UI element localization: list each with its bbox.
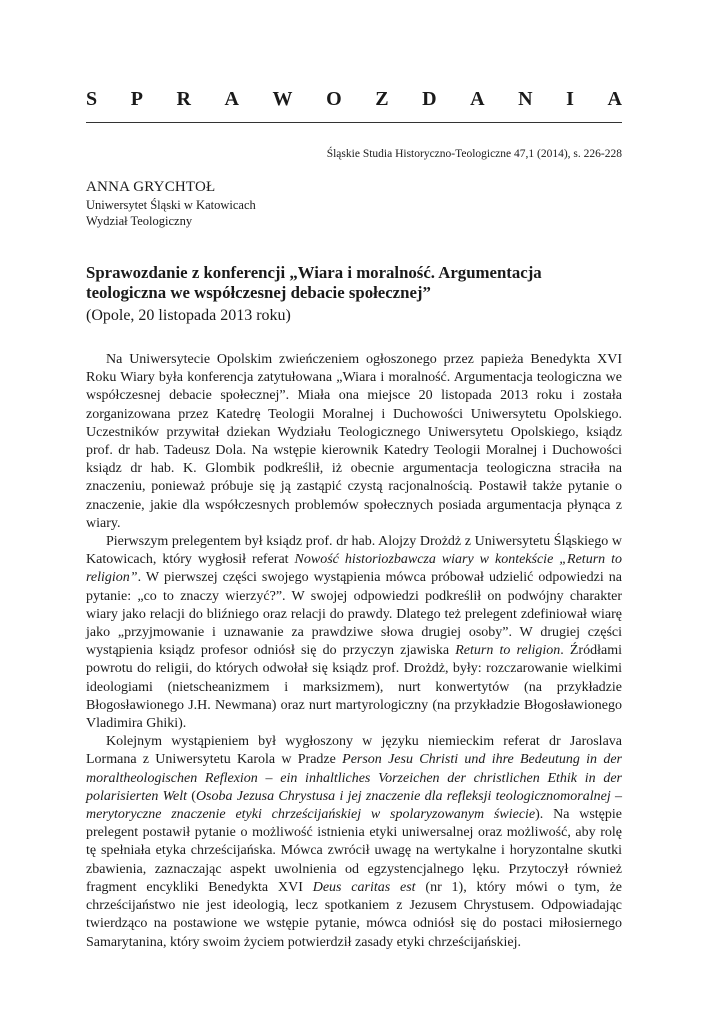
italic-title: Person Jesu Christi und ihre Bedeutung in der moraltheologischen Reflexion – ein inhaltliches Vorzeichen der christlichen Ethik in der polarisierten Welt <box>86 752 622 804</box>
section-heading-letter: Z <box>375 88 389 110</box>
section-heading-letter: R <box>176 88 191 110</box>
section-heading-letter: P <box>130 88 143 110</box>
section-heading-letter: O <box>326 88 342 110</box>
section-heading-letter: I <box>566 88 574 110</box>
article-title: Sprawozdanie z konferencji „Wiara i moralność. Argumentacja teologiczna we współczesnej debacie społecznej” <box>86 263 542 302</box>
article-title-block <box>86 263 626 326</box>
section-heading <box>86 88 622 111</box>
paragraph-text: (nr 1), który mówi o tym, że chrześcijaństwo nie jest ideologią, lecz spotkaniem z Jezusem Chrystusem. Odpowiadając twierdząco na postawione we wstępie pytanie, mówca odniósł się do postaci miłosiernego Samarytanina, który swoim życiem potwierdził zasady etyki chrześcijańskiej. <box>86 879 623 950</box>
italic-title: Nowość historiozbawcza wiary w kontekście „Return to religion” <box>86 552 622 586</box>
article-body <box>86 351 622 952</box>
section-heading-letter: D <box>422 88 437 110</box>
paragraph-text: . Źródłami powrotu do religii, do których odwołał się ksiądz prof. Drożdż, były: rozczarowanie wielkimi ideologiami (nietscheanizmem i marksizmem), nurt konwertytów (na przykładzie Błogosławionego J.H. Newmana) oraz nurt martyrologiczny (na przykładzie Błogosławionego Vladimira Ghiki). <box>86 643 622 732</box>
paragraph-text: ). Na wstępie prelegent postawił pytanie o możliwość istnienia etyki uniwersalnej oraz możliwość, aby rolę tę spełniała etyka chrześcijańska. Mówca zwrócił uwagę na wertykalne i horyzontalne skutki zbawienia, zaznaczając aspekt uwolnienia od egzystencjalnego lęku. Przytoczył również fragment encykliki Benedykta XVI <box>86 807 622 895</box>
header-rule <box>86 122 622 123</box>
author-block <box>86 178 622 229</box>
author-name: ANNA GRYCHTOŁ <box>86 179 216 195</box>
italic-term: Return to religion <box>455 643 561 659</box>
paragraph-text: Pierwszym prelegentem był ksiądz prof. dr hab. Alojzy Drożdż z Uniwersytetu Śląskiego w Katowicach, który wygłosił referat <box>86 534 622 568</box>
paragraph-3 <box>86 733 622 951</box>
section-heading-letter: S <box>86 88 98 110</box>
paragraph-1 <box>86 351 622 533</box>
section-heading-letter: A <box>607 88 622 110</box>
section-heading-letter: N <box>518 88 533 110</box>
italic-encyclical: Deus caritas est <box>312 879 416 895</box>
paragraph-text: Kolejnym wystąpieniem był wygłoszony w języku niemieckim referat dr Jaroslava Lormana z Uniwersytetu Karola w Pradze <box>86 734 622 768</box>
paragraph-text: ( <box>186 788 196 804</box>
paragraph-text: . W pierwszej części swojego wystąpienia mówca próbował udzielić odpowiedzi na pytanie: „co to znaczy wierzyć?”. W swojej odpowiedzi podkreślił on podwójny charakter wiary jako relacji do bliźniego oraz relacji do prawdy. Dlatego też prelegent zdefiniował wiarę jako „przyjmowanie i uznawanie za prawdziwe słowa drugiej osoby”. W drugiej części wystąpienia ksiądz profesor odniósł się do przyczyn zjawiska <box>86 570 622 659</box>
journal-reference: Śląskie Studia Historyczno-Teologiczne 47,1 (2014), s. 226-228 <box>326 148 622 160</box>
italic-title-translation: Osoba Jezusa Chrystusa i jej znaczenie dla refleksji teologicznomoralnej – merytoryczne znaczenie etyki chrześcijańskiej w spolaryzowanym świecie <box>86 788 622 823</box>
author-affiliation: Uniwersytet Śląski w Katowicach <box>86 198 256 212</box>
paragraph-2 <box>86 533 622 733</box>
section-heading-letter: W <box>272 88 293 110</box>
section-heading-letter: A <box>224 88 239 110</box>
section-heading-letter: A <box>470 88 485 110</box>
author-department: Wydział Teologiczny <box>86 214 193 228</box>
paragraph-text: Na Uniwersytecie Opolskim zwieńczeniem ogłoszonego przez papieża Benedykta XVI Roku Wiary była konferencja zatytułowana „Wiara i moralność. Argumentacja teologiczna we współczesnej debacie społecznej”. Miała ona miejsce 20 listopada 2013 roku i została zorganizowana przez Katedrę Teologii Moralnej i Duchowości Uniwersytetu Opolskiego. Uczestników przywitał dziekan Wydziału Teologicznego Uniwersytetu Opolskiego, ksiądz prof. dr hab. Tadeusz Dola. Na wstępie kierownik Katedry Teologii Moralnej i Duchowości ksiądz dr hab. K. Glombik podkreślił, iż obecnie argumentacja teologiczna straciła na znaczeniu, ponieważ próbuje się ją zastąpić czystą racjonalnością. Postawił także pytanie o znaczenie, jakie dla współczesnych problemów społecznych posiada argumentacja płynąca z wiary. <box>86 352 622 531</box>
article-subtitle: (Opole, 20 listopada 2013 roku) <box>86 307 291 324</box>
